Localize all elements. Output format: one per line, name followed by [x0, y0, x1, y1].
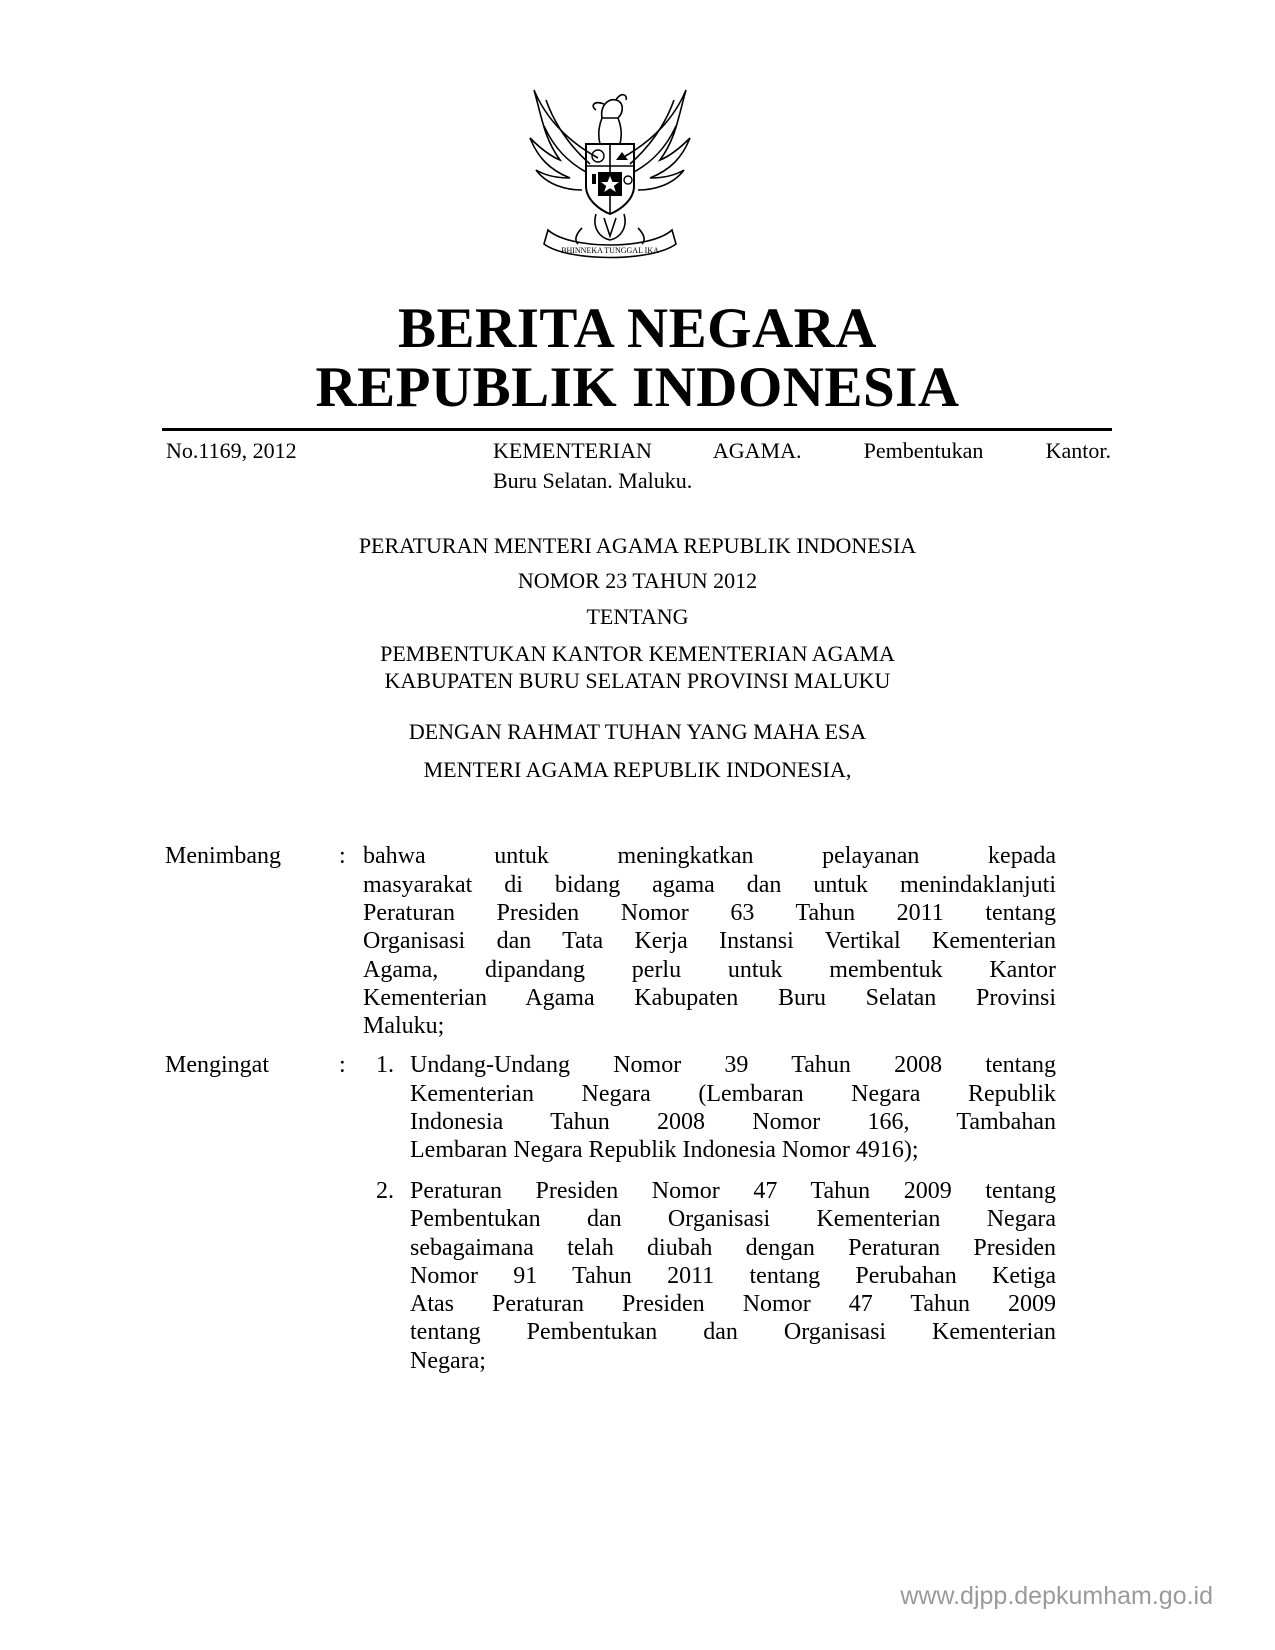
source-watermark: www.djpp.depkumham.go.id — [900, 1582, 1213, 1610]
regulation-subject-line2: KABUPATEN BURU SELATAN PROVINSI MALUKU — [384, 668, 891, 693]
menimbang-line: Maluku; — [363, 1013, 445, 1039]
issue-number: No.1169, 2012 — [166, 438, 297, 463]
mengingat-item-line: Pembentukan dan Organisasi Kementerian Negara — [410, 1206, 1056, 1232]
mengingat-item-line: Kementerian Negara (Lembaran Negara Republik — [410, 1081, 1056, 1107]
mengingat-item-line: sebagaimana telah diubah dengan Peraturan Presiden — [410, 1235, 1056, 1261]
regulation-about: TENTANG — [586, 604, 689, 629]
menimbang-line: bahwa untuk meningkatkan pelayanan kepada — [363, 843, 1056, 869]
mengingat-item-line: Indonesia Tahun 2008 Nomor 166, Tambahan — [410, 1109, 1056, 1135]
mengingat-item-number: 1. — [376, 1052, 394, 1078]
mengingat-item-number: 2. — [376, 1178, 394, 1204]
svg-text:BHINNEKA TUNGGAL IKA: BHINNEKA TUNGGAL IKA — [561, 246, 659, 255]
gazette-title-line1: BERITA NEGARA — [398, 297, 877, 360]
regulation-number: NOMOR 23 TAHUN 2012 — [517, 568, 758, 593]
regulation-subject-line1: PEMBENTUKAN KANTOR KEMENTERIAN AGAMA — [380, 641, 895, 666]
mengingat-item-line: Peraturan Presiden Nomor 47 Tahun 2009 tentang — [410, 1178, 1056, 1204]
menimbang-label: Menimbang — [165, 843, 281, 869]
gazette-title-line2: REPUBLIK INDONESIA — [315, 356, 960, 419]
garuda-pancasila-emblem-icon — [520, 78, 700, 264]
menimbang-line: Agama, dipandang perlu untuk membentuk Kantor — [363, 957, 1056, 983]
menimbang-line: Peraturan Presiden Nomor 63 Tahun 2011 tentang — [363, 900, 1056, 926]
regulation-invocation: DENGAN RAHMAT TUHAN YANG MAHA ESA — [408, 719, 867, 744]
regulation-title: PERATURAN MENTERI AGAMA REPUBLIK INDONESIA — [358, 533, 917, 558]
menimbang-colon: : — [339, 843, 346, 869]
issue-subject-line2: Buru Selatan. Maluku. — [493, 468, 693, 493]
menimbang-line: Organisasi dan Tata Kerja Instansi Vertikal Kementerian — [363, 928, 1056, 954]
mengingat-item-line: Atas Peraturan Presiden Nomor 47 Tahun 2009 — [410, 1291, 1056, 1317]
mengingat-item-line: Negara; — [410, 1348, 486, 1374]
menimbang-line: masyarakat di bidang agama dan untuk menindaklanjuti — [363, 872, 1056, 898]
issue-subject-line1: KEMENTERIAN AGAMA. Pembentukan Kantor. — [493, 438, 1111, 463]
mengingat-item-line: Undang-Undang Nomor 39 Tahun 2008 tentang — [410, 1052, 1056, 1078]
regulation-issuer: MENTERI AGAMA REPUBLIK INDONESIA, — [423, 757, 852, 782]
menimbang-line: Kementerian Agama Kabupaten Buru Selatan Provinsi — [363, 985, 1056, 1011]
header-divider — [162, 428, 1112, 431]
mengingat-item-line: Nomor 91 Tahun 2011 tentang Perubahan Ketiga — [410, 1263, 1056, 1289]
mengingat-item-line: tentang Pembentukan dan Organisasi Kementerian — [410, 1319, 1056, 1345]
mengingat-label: Mengingat — [165, 1052, 269, 1078]
mengingat-colon: : — [339, 1052, 346, 1078]
mengingat-item-line: Lembaran Negara Republik Indonesia Nomor 4916); — [410, 1137, 919, 1163]
